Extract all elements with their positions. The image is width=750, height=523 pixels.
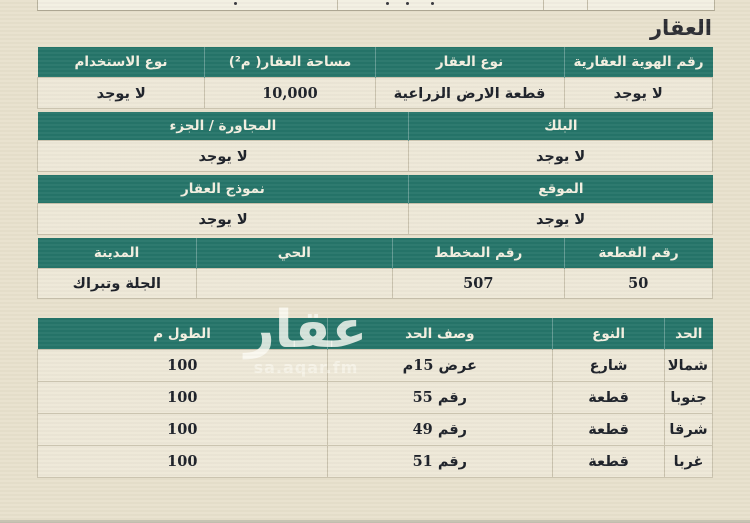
table-header-row	[38, 175, 713, 204]
property-table	[37, 47, 713, 109]
text-descender-dot	[386, 2, 389, 5]
value-boundary: غربا	[665, 446, 713, 478]
header-district: الحي	[196, 238, 392, 269]
value-type: قطعة	[553, 414, 665, 446]
value-description: رقم 49	[327, 414, 552, 446]
text-descender-dot	[406, 2, 409, 5]
table-header-row	[38, 238, 713, 269]
value-type: قطعة	[553, 382, 665, 414]
table-row-west	[38, 446, 713, 478]
cell-divider	[543, 0, 544, 10]
header-plot-number: رقم القطعة	[564, 238, 713, 269]
value-length: 100	[38, 446, 328, 478]
value-type: شارع	[553, 350, 665, 382]
header-adjacent-part: المجاورة / الجزء	[38, 112, 409, 141]
header-property-area: مساحة العقار( م²)	[205, 47, 375, 78]
header-location: الموقع	[409, 175, 713, 204]
value-boundary: شمالا	[665, 350, 713, 382]
value-boundary: جنوبا	[665, 382, 713, 414]
header-property-type: نوع العقار	[375, 47, 564, 78]
header-property-id: رقم الهوية العقارية	[564, 47, 713, 78]
value-length: 100	[38, 414, 328, 446]
header-block: البلك	[409, 112, 713, 141]
table-row-north	[38, 350, 713, 382]
cell-divider	[587, 0, 588, 10]
table-row-east	[38, 414, 713, 446]
property-details	[37, 47, 713, 481]
value-usage-type: لا يوجد	[38, 78, 205, 109]
header-length: الطول م	[38, 318, 328, 350]
header-type: النوع	[553, 318, 665, 350]
table-header-row	[38, 318, 713, 350]
value-length: 100	[38, 350, 328, 382]
header-description: وصف الحد	[327, 318, 552, 350]
block-section	[37, 112, 713, 172]
header-city: المدينة	[38, 238, 197, 269]
plot-section	[37, 238, 713, 299]
boundaries-table	[37, 318, 713, 478]
cell-divider	[337, 0, 338, 10]
value-property-area: 10,000	[205, 78, 375, 109]
header-usage-type: نوع الاستخدام	[38, 47, 205, 78]
text-descender-dot	[234, 2, 237, 5]
value-description: رقم 51	[327, 446, 552, 478]
table-row	[38, 269, 713, 299]
value-plot-number: 50	[564, 269, 713, 299]
watermark-domain: sa.aqar.fm	[253, 358, 359, 377]
header-boundary: الحد	[665, 318, 713, 350]
value-type: قطعة	[553, 446, 665, 478]
aqar-logo-watermark: عقار	[244, 300, 368, 360]
value-description: عرض 15م	[327, 350, 552, 382]
value-boundary: شرقا	[665, 414, 713, 446]
text-descender-dot	[431, 2, 434, 5]
value-property-id: لا يوجد	[564, 78, 713, 109]
value-location: لا يوجد	[409, 204, 713, 235]
value-property-type: قطعة الارض الزراعية	[375, 78, 564, 109]
table-row	[38, 204, 713, 235]
table-header-row	[38, 47, 713, 78]
value-city: الجلة وتبراك	[38, 269, 197, 299]
location-section	[37, 175, 713, 235]
page-title: العقار	[649, 16, 712, 40]
value-property-model: لا يوجد	[38, 204, 409, 235]
table-row	[38, 78, 713, 109]
value-district	[196, 269, 392, 299]
value-block: لا يوجد	[409, 141, 713, 172]
value-length: 100	[38, 382, 328, 414]
cutoff-table-row	[37, 0, 715, 11]
table-row-south	[38, 382, 713, 414]
value-description: رقم 55	[327, 382, 552, 414]
table-header-row	[38, 112, 713, 141]
value-adjacent-part: لا يوجد	[38, 141, 409, 172]
header-property-model: نموذج العقار	[38, 175, 409, 204]
header-plan-number: رقم المخطط	[393, 238, 564, 269]
value-plan-number: 507	[393, 269, 564, 299]
table-row	[38, 141, 713, 172]
